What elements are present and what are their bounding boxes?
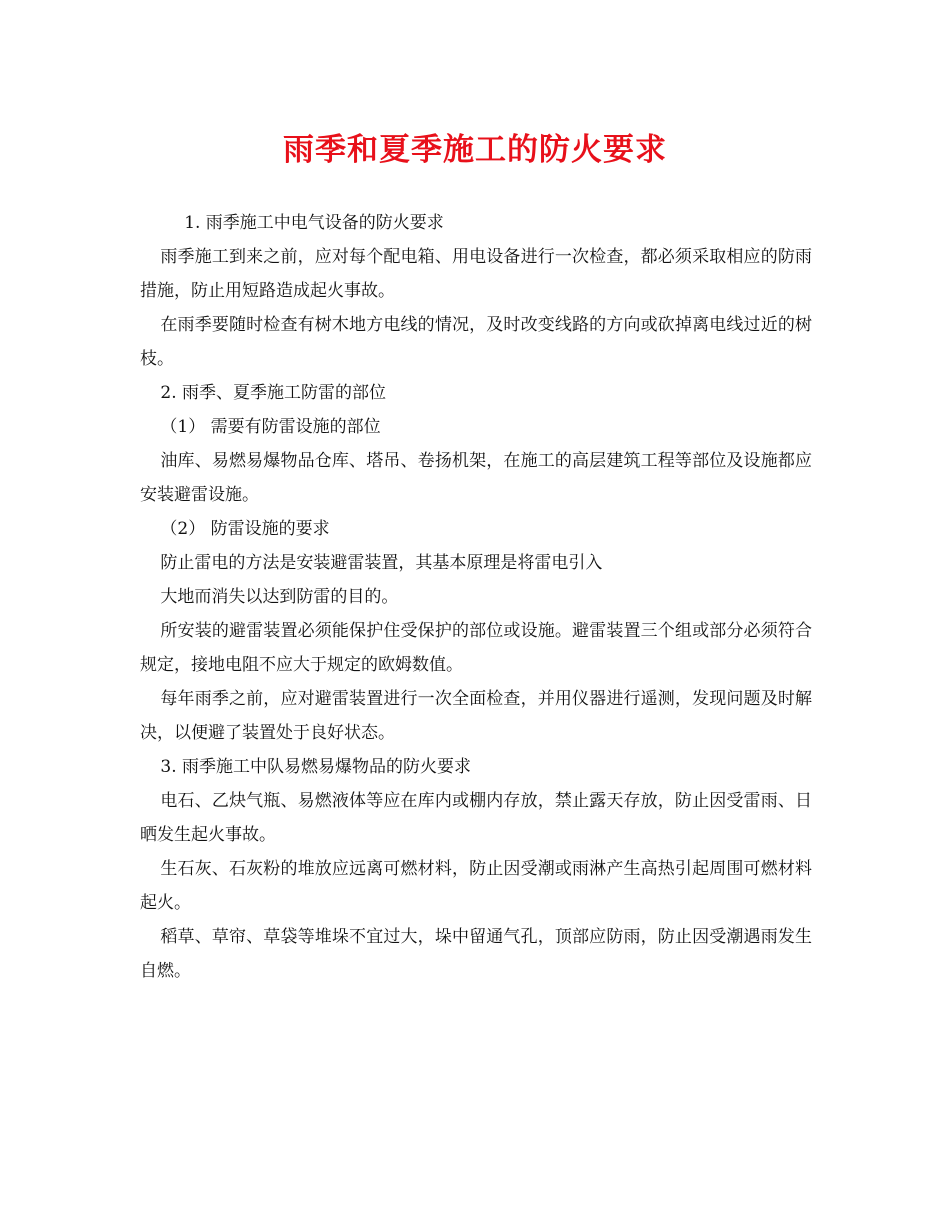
paragraph: 雨季施工到来之前，应对每个配电箱、用电设备进行一次检查，都必须采取相应的防雨措施，防止用短路造成起火事故。 (140, 247, 812, 301)
paragraph: 生石灰、石灰粉的堆放应远离可燃材料，防止因受潮或雨淋产生高热引起周围可燃材料起火。 (140, 859, 812, 913)
subsection-heading-2: （2） 防雷设施的要求 (160, 519, 330, 539)
paragraph: 每年雨季之前，应对避雷装置进行一次全面检查，并用仪器进行遥测，发现问题及时解决，以便避了装置处于良好状态。 (140, 689, 812, 743)
paragraph: 电石、乙炔气瓶、易燃液体等应在库内或棚内存放，禁止露天存放，防止因受雷雨、日晒发生起火事故。 (140, 791, 812, 845)
paragraph: 防止雷电的方法是安装避雷装置，其基本原理是将雷电引入 (160, 553, 603, 573)
subsection-heading-1: （1） 需要有防雷设施的部位 (160, 417, 381, 437)
paragraph: 稻草、草帘、草袋等堆垛不宜过大，垛中留通气孔，顶部应防雨，防止因受潮遇雨发生自燃。 (140, 927, 812, 981)
document-body (140, 206, 812, 988)
document-title: 雨季和夏季施工的防火要求 (283, 132, 667, 168)
section-heading-1: 1. 雨季施工中电气设备的防火要求 (184, 213, 444, 233)
paragraph: 油库、易燃易爆物品仓库、塔吊、卷扬机架，在施工的高层建筑工程等部位及设施都应安装避雷设施。 (140, 451, 812, 505)
paragraph: 所安装的避雷装置必须能保护住受保护的部位或设施。避雷装置三个组或部分必须符合规定，接地电阻不应大于规定的欧姆数值。 (140, 621, 812, 675)
section-heading-2: 2. 雨季、夏季施工防雷的部位 (160, 383, 387, 403)
paragraph: 在雨季要随时检查有树木地方电线的情况，及时改变线路的方向或砍掉离电线过近的树枝。 (140, 315, 812, 369)
section-heading-3: 3. 雨季施工中队易燃易爆物品的防火要求 (160, 757, 472, 777)
paragraph: 大地而消失以达到防雷的目的。 (160, 587, 399, 607)
